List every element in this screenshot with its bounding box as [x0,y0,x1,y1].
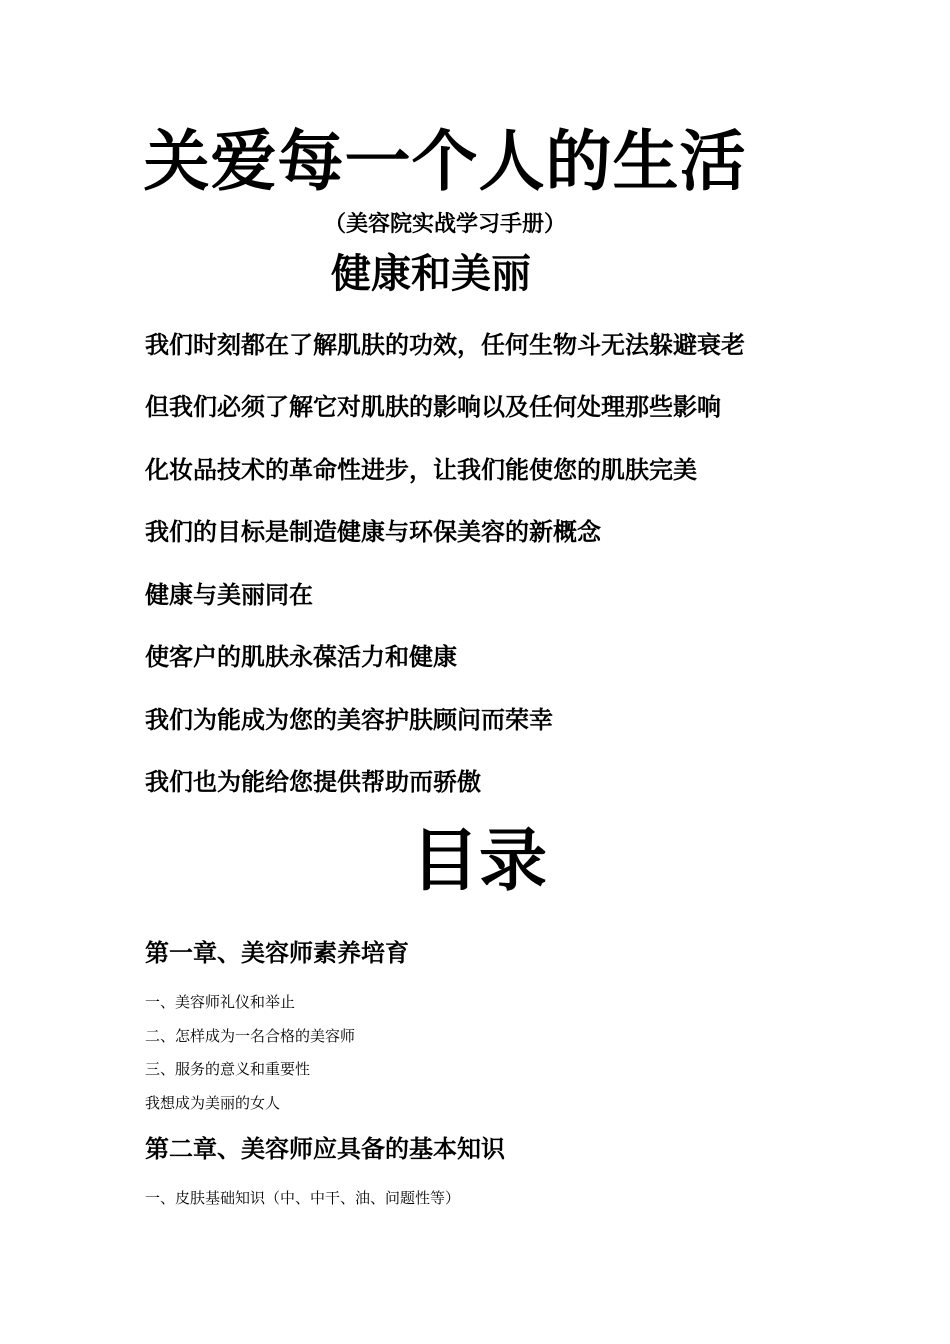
slogan-line: 但我们必须了解它对肌肤的影响以及任何处理那些影响 [145,392,721,421]
toc-item: 三、服务的意义和重要性 [145,1060,311,1078]
subtitle: （美容院实战学习手册） [323,211,566,237]
section-title: 健康和美丽 [331,251,531,297]
toc-item: 一、皮肤基础知识（中、中干、油、问题性等） [145,1189,461,1207]
toc-chapter-1: 第一章、美容师素养培育 [145,938,409,967]
toc-item: 二、怎样成为一名合格的美容师 [145,1027,356,1045]
slogan-line: 我们为能成为您的美容护肤顾问而荣幸 [145,705,553,734]
toc-title: 目录 [410,822,547,901]
toc-chapter-2: 第二章、美容师应具备的基本知识 [145,1134,505,1163]
slogan-line: 我们的目标是制造健康与环保美容的新概念 [145,517,601,546]
slogan-line: 健康与美丽同在 [145,580,313,609]
main-title: 关爱每一个人的生活 [143,123,747,200]
slogan-line: 我们时刻都在了解肌肤的功效，任何生物斗无法躲避衰老 [145,330,745,359]
slogan-line: 使客户的肌肤永葆活力和健康 [145,642,457,671]
toc-item: 一、美容师礼仪和举止 [145,993,296,1011]
slogan-line: 化妆品技术的革命性进步，让我们能使您的肌肤完美 [145,455,697,484]
toc-item: 我想成为美丽的女人 [145,1094,281,1112]
slogan-line: 我们也为能给您提供帮助而骄傲 [145,767,481,796]
